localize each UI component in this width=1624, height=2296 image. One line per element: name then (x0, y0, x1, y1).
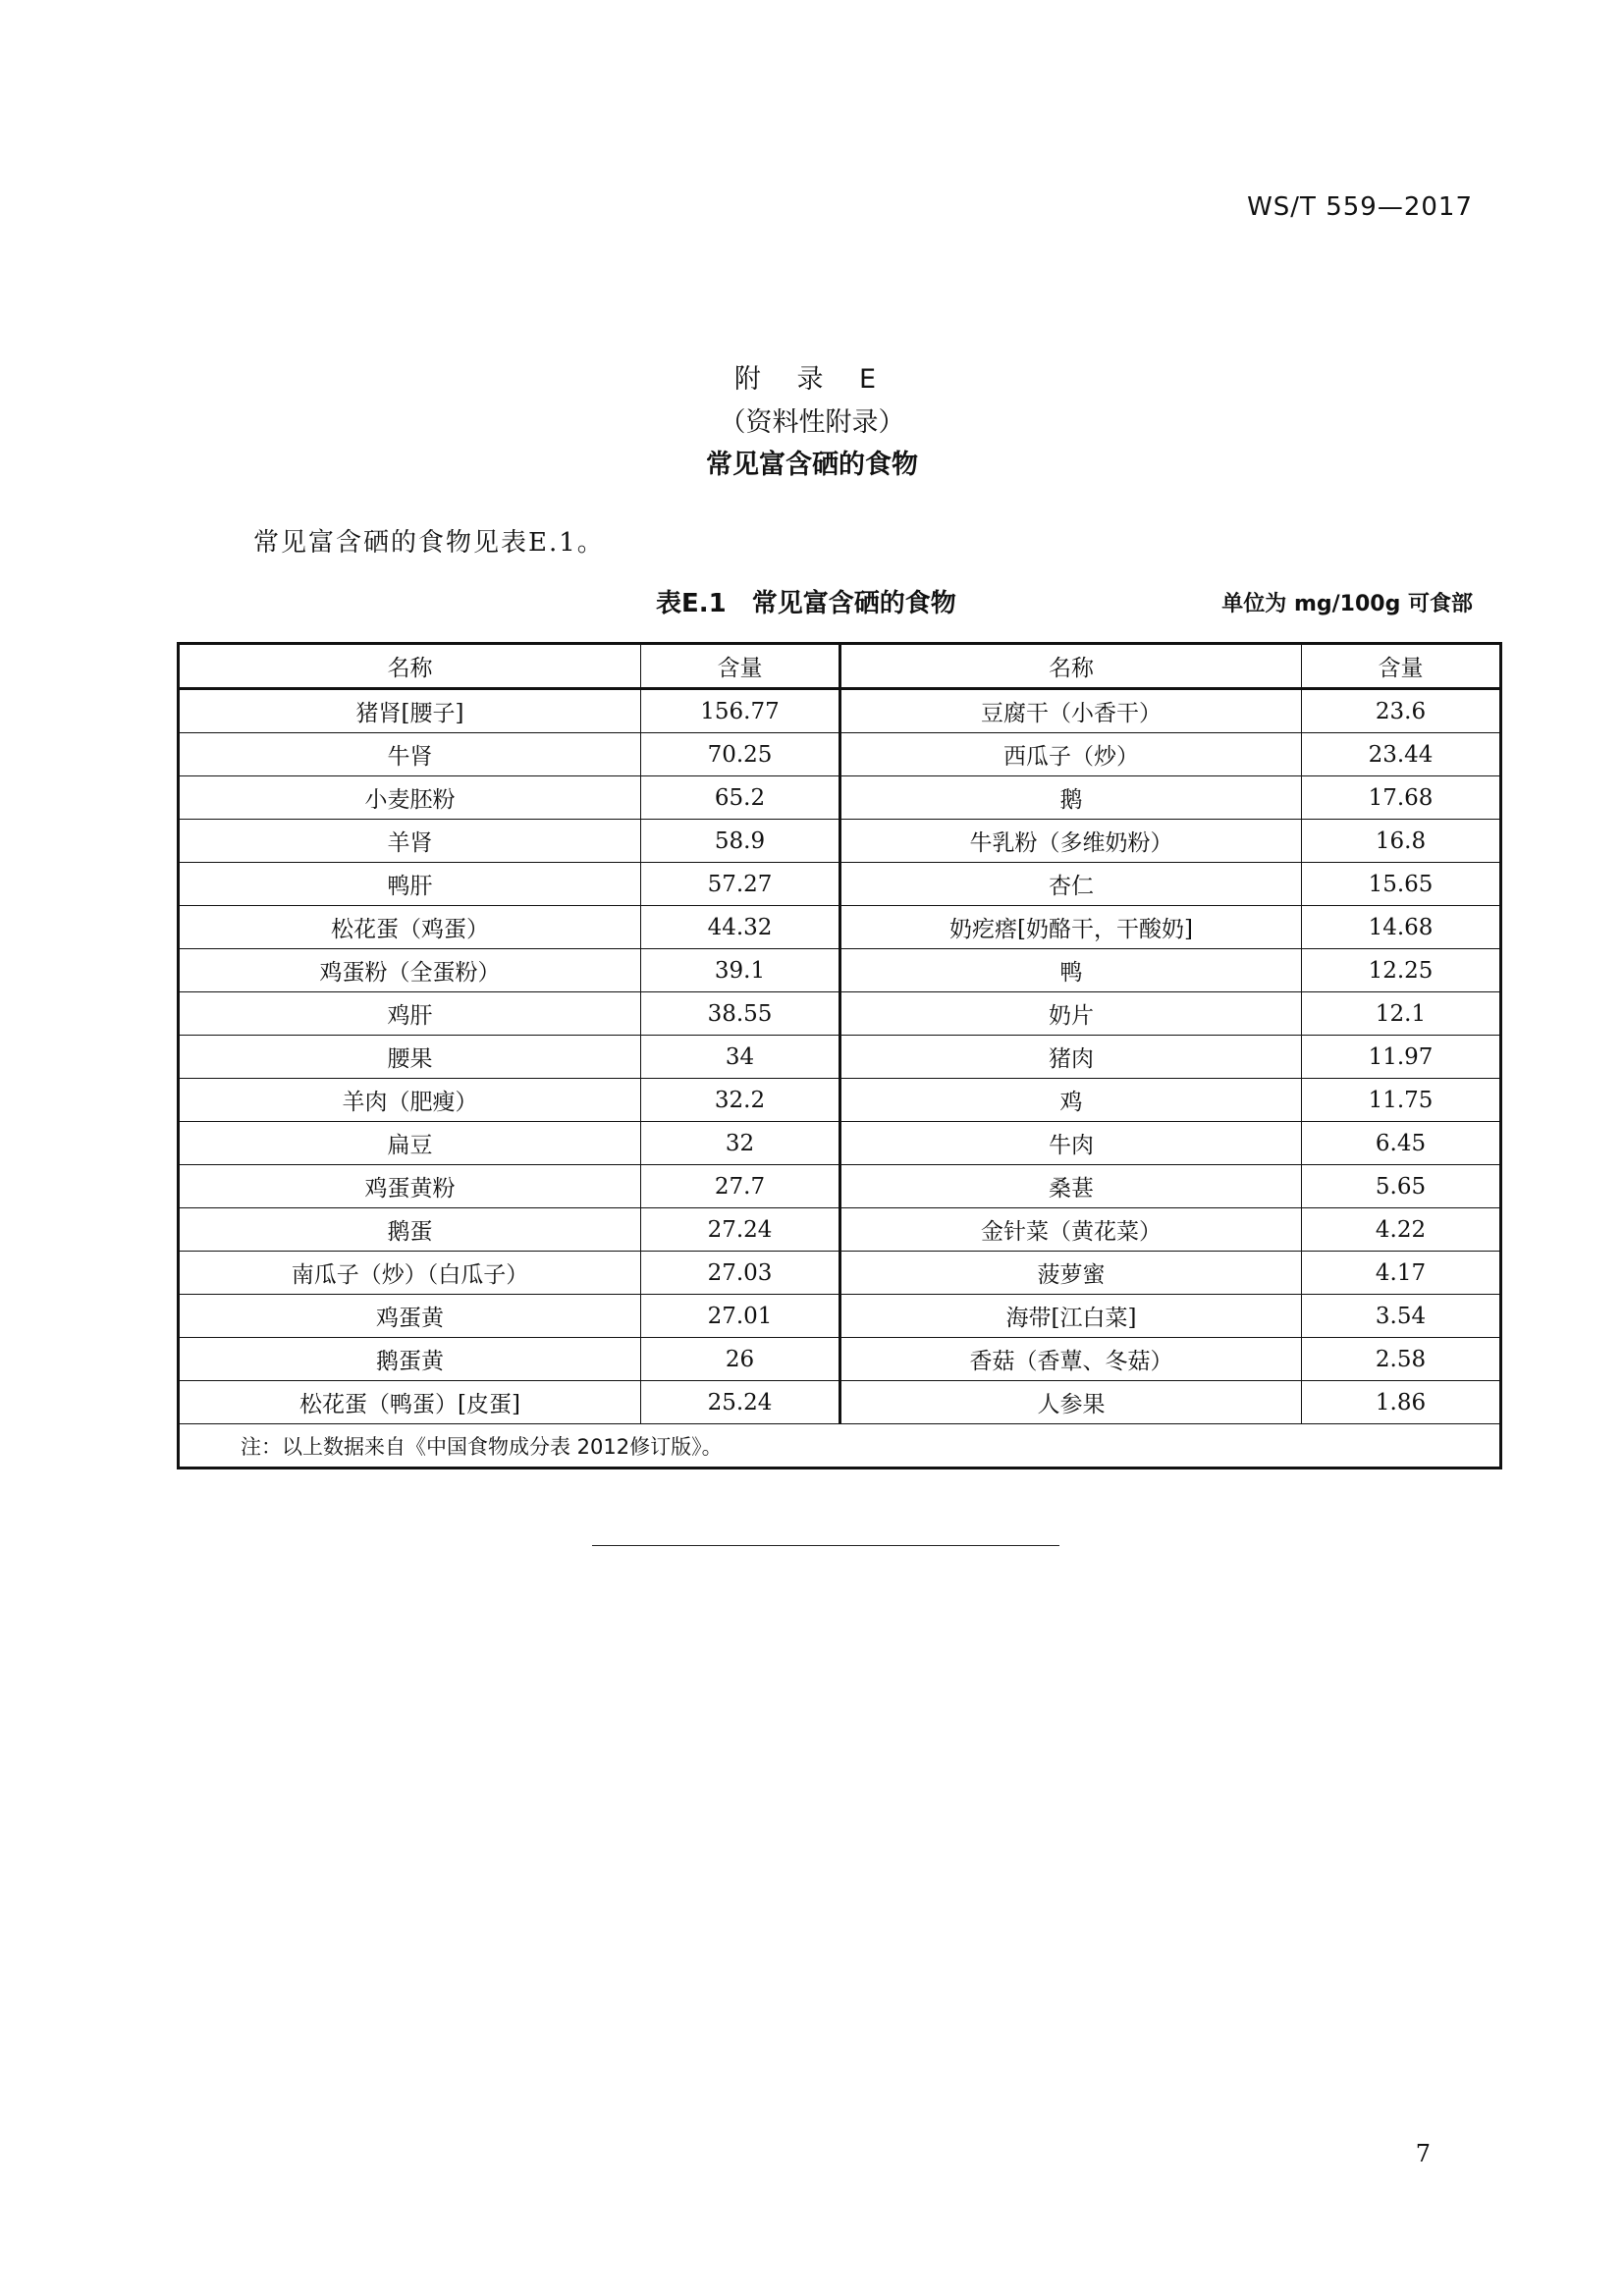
content-left: 27.7 (641, 1165, 840, 1208)
content-right: 12.1 (1302, 992, 1501, 1036)
standard-code: WS/T 559—2017 (1247, 192, 1473, 222)
content-left: 44.32 (641, 906, 840, 949)
content-left: 57.27 (641, 863, 840, 906)
food-name-right: 杏仁 (840, 863, 1302, 906)
table-row (179, 992, 1501, 1036)
food-name-right: 西瓜子（炒） (840, 733, 1302, 776)
content-left: 39.1 (641, 949, 840, 992)
table-unit: 单位为 mg/100g 可食部 (1221, 592, 1473, 616)
table-caption-number: 表E.1 (656, 589, 727, 618)
content-right: 3.54 (1302, 1295, 1501, 1338)
table-row (179, 1252, 1501, 1295)
table-row (179, 1338, 1501, 1381)
header-content-right: 含量 (1302, 644, 1501, 689)
food-name-right: 香菇（香蕈、冬菇） (840, 1338, 1302, 1381)
food-name-left: 腰果 (179, 1036, 641, 1079)
table-row (179, 689, 1501, 733)
food-name-right: 猪肉 (840, 1036, 1302, 1079)
food-name-left: 羊肾 (179, 820, 641, 863)
header-content-left: 含量 (641, 644, 840, 689)
table-note: 注：以上数据来自《中国食物成分表 2012修订版》。 (179, 1424, 1501, 1468)
content-right: 2.58 (1302, 1338, 1501, 1381)
content-left: 34 (641, 1036, 840, 1079)
food-name-left: 鹅蛋黄 (179, 1338, 641, 1381)
content-right: 5.65 (1302, 1165, 1501, 1208)
table-row (179, 820, 1501, 863)
content-right: 23.6 (1302, 689, 1501, 733)
food-name-left: 羊肉（肥瘦） (179, 1079, 641, 1122)
appendix-label: 附 录 E (733, 364, 891, 395)
table-row (179, 863, 1501, 906)
intro-paragraph: 常见富含硒的食物见表E.1。 (253, 528, 605, 558)
food-name-right: 牛乳粉（多维奶粉） (840, 820, 1302, 863)
table-row (179, 733, 1501, 776)
food-name-right: 菠萝蜜 (840, 1252, 1302, 1295)
food-name-left: 小麦胚粉 (179, 776, 641, 820)
food-name-left: 松花蛋（鸡蛋） (179, 906, 641, 949)
table-body (179, 644, 1501, 1468)
food-name-right: 海带[江白菜] (840, 1295, 1302, 1338)
header-name-left: 名称 (179, 644, 641, 689)
food-name-left: 松花蛋（鸭蛋）[皮蛋] (179, 1381, 641, 1424)
content-right: 16.8 (1302, 820, 1501, 863)
table-row (179, 1165, 1501, 1208)
content-left: 25.24 (641, 1381, 840, 1424)
food-name-right: 金针菜（黄花菜） (840, 1208, 1302, 1252)
content-right: 4.17 (1302, 1252, 1501, 1295)
food-name-right: 桑葚 (840, 1165, 1302, 1208)
table-row (179, 776, 1501, 820)
food-name-left: 鸡蛋粉（全蛋粉） (179, 949, 641, 992)
appendix-title: 常见富含硒的食物 (706, 450, 918, 480)
content-left: 70.25 (641, 733, 840, 776)
table-note-row (179, 1424, 1501, 1468)
food-name-right: 豆腐干（小香干） (840, 689, 1302, 733)
table-row (179, 1122, 1501, 1165)
content-right: 14.68 (1302, 906, 1501, 949)
table-row (179, 1036, 1501, 1079)
content-right: 17.68 (1302, 776, 1501, 820)
food-name-left: 牛肾 (179, 733, 641, 776)
food-name-right: 鹅 (840, 776, 1302, 820)
content-left: 58.9 (641, 820, 840, 863)
table-row (179, 906, 1501, 949)
end-of-appendix-rule (592, 1545, 1059, 1546)
table-row (179, 1079, 1501, 1122)
food-name-left: 鸡肝 (179, 992, 641, 1036)
page-number: 7 (1415, 2140, 1431, 2167)
content-left: 65.2 (641, 776, 840, 820)
table-row (179, 1381, 1501, 1424)
content-right: 11.75 (1302, 1079, 1501, 1122)
table-row (179, 1295, 1501, 1338)
content-right: 4.22 (1302, 1208, 1501, 1252)
food-name-left: 鸭肝 (179, 863, 641, 906)
food-name-left: 南瓜子（炒）（白瓜子） (179, 1252, 641, 1295)
food-name-right: 牛肉 (840, 1122, 1302, 1165)
content-left: 27.24 (641, 1208, 840, 1252)
content-left: 27.03 (641, 1252, 840, 1295)
food-name-left: 猪肾[腰子] (179, 689, 641, 733)
food-name-right: 鸭 (840, 949, 1302, 992)
content-left: 27.01 (641, 1295, 840, 1338)
content-right: 11.97 (1302, 1036, 1501, 1079)
appendix-type: （资料性附录） (719, 407, 905, 438)
content-left: 32 (641, 1122, 840, 1165)
table-caption (656, 583, 956, 619)
table-caption-title: 常见富含硒的食物 (751, 589, 956, 618)
selenium-foods-table (177, 642, 1502, 1469)
content-left: 156.77 (641, 689, 840, 733)
food-name-right: 奶片 (840, 992, 1302, 1036)
content-left: 32.2 (641, 1079, 840, 1122)
content-right: 23.44 (1302, 733, 1501, 776)
content-right: 12.25 (1302, 949, 1501, 992)
table-row (179, 949, 1501, 992)
food-name-left: 鹅蛋 (179, 1208, 641, 1252)
food-name-right: 人参果 (840, 1381, 1302, 1424)
header-name-right: 名称 (840, 644, 1302, 689)
food-name-left: 鸡蛋黄 (179, 1295, 641, 1338)
table-header-row (179, 644, 1501, 689)
content-right: 15.65 (1302, 863, 1501, 906)
content-left: 38.55 (641, 992, 840, 1036)
content-right: 1.86 (1302, 1381, 1501, 1424)
content-left: 26 (641, 1338, 840, 1381)
food-name-right: 鸡 (840, 1079, 1302, 1122)
food-name-right: 奶疙瘩[奶酪干，干酸奶] (840, 906, 1302, 949)
table-row (179, 1208, 1501, 1252)
food-name-left: 扁豆 (179, 1122, 641, 1165)
food-name-left: 鸡蛋黄粉 (179, 1165, 641, 1208)
content-right: 6.45 (1302, 1122, 1501, 1165)
